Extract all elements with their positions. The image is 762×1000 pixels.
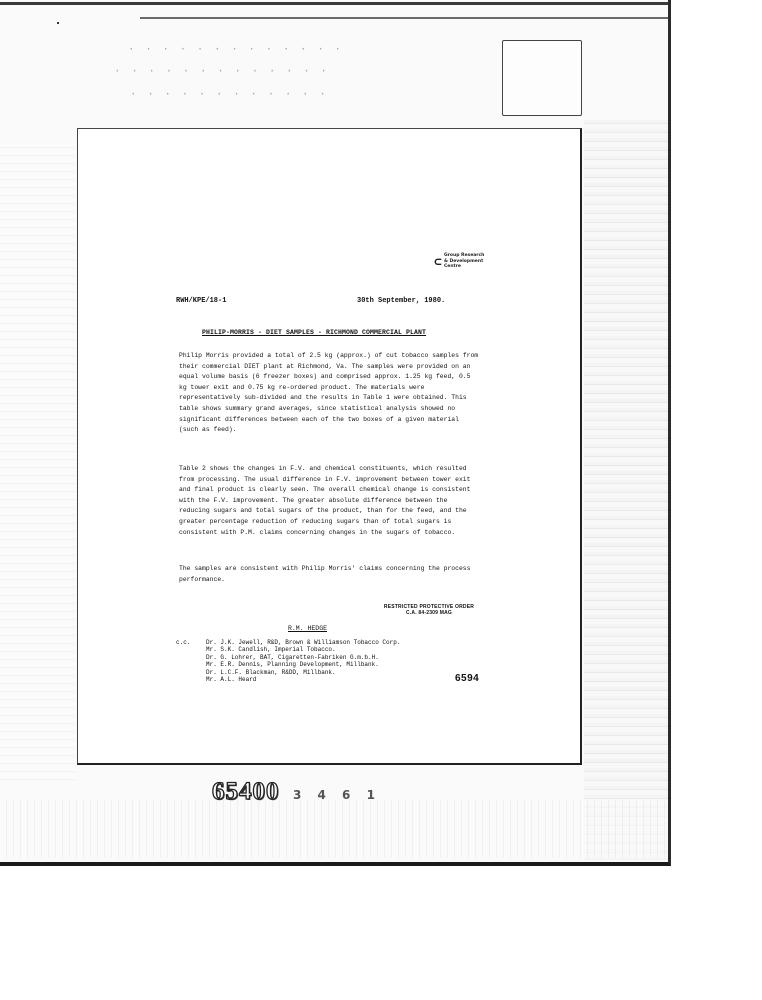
faint-header-line: · · · · · · · · · · · · · (128, 44, 344, 56)
memo-paragraph-3: The samples are consistent with Philip Morris' claims concerning the process performance. (179, 565, 471, 583)
scan-noise (584, 120, 668, 860)
scan-noise (0, 800, 668, 858)
signatory: R.M. HEDGE (288, 625, 328, 632)
faint-header-line: · · · · · · · · · · · · · (114, 66, 330, 78)
cc-recipient: Mr. S.K. Candlish, Imperial Tobacco. (206, 646, 336, 654)
company-logo (434, 253, 486, 283)
cc-recipient: Mr. A.L. Heard (206, 676, 257, 684)
memo-paragraph-2: Table 2 shows the changes in F.V. and chemical constituents, which resulted from processing. The usual difference in F.V. improvement between tower exit and final product is clearly seen. The overall chemical change is consistent with the F.V. improvement. The greater absolute difference between the reducing sugars and total sugars of the product, than for the feed, and the greater percentage reduction of reducing sugars than of total sugars is consistent with P.M. claims concerning changes in the sugars of tobacco. (179, 465, 471, 536)
document-code: 6594 (455, 673, 480, 684)
cc-recipient: Dr. L.C.F. Blackman, R&DD, Millbank. (206, 668, 336, 676)
memo-reference: RWH/KPE/18-1 (176, 297, 227, 305)
bates-suffix: 3 4 6 1 (293, 788, 381, 802)
logo-icon: ⊂ (434, 255, 442, 270)
cc-label: c.c. (176, 639, 191, 646)
memo-date: 30th September, 1980. (357, 297, 446, 305)
cc-recipient: Dr. J.K. Jewell, R&D, Brown & Williamson Tobacco Corp. (206, 639, 401, 646)
scan-noise (0, 140, 76, 780)
memo-paragraph-1: Philip Morris provided a total of 2.5 kg (approx.) of cut tobacco samples from their commercial DIET plant at Richmond, Va. The samples were provided on an equal volume basis (6 freezer boxes) and comprised approx. 1.25 kg feed, 0.5 kg tower exit and 0.75 kg re-ordered product. The materials were representatively sub-divided and the results in Table 1 were obtained. This table shows summary grand averages, since statistical analysis showed no significant differences between each of the two boxes of a given material (such as feed). (179, 352, 479, 434)
cc-list (206, 639, 400, 683)
cc-recipient: Mr. E.R. Dennis, Planning Development, Millbank. (206, 661, 379, 669)
bates-number: 65400 (212, 778, 280, 805)
stamp-box (502, 40, 582, 116)
restricted-order-stamp (381, 604, 477, 616)
scan-edge-line (140, 17, 668, 19)
cc-recipient: Dr. G. Lohrer, BAT, Cigaretten-Fabriken G.m.b.H. (206, 653, 379, 661)
scan-edge-line (0, 2, 668, 5)
restricted-line: RESTRICTED PROTECTIVE ORDER (383, 604, 475, 610)
restricted-line: C.A. 84-2309 MAG (406, 610, 452, 616)
memo-sheet (77, 128, 582, 765)
logo-text: Group Research & Development Centre (444, 253, 485, 269)
scan-speck (57, 22, 59, 24)
memo-title: PHILIP-MORRIS - DIET SAMPLES - RICHMOND COMMERCIAL PLANT (202, 329, 427, 336)
faint-header-line: · · · · · · · · · · · · (130, 89, 328, 101)
